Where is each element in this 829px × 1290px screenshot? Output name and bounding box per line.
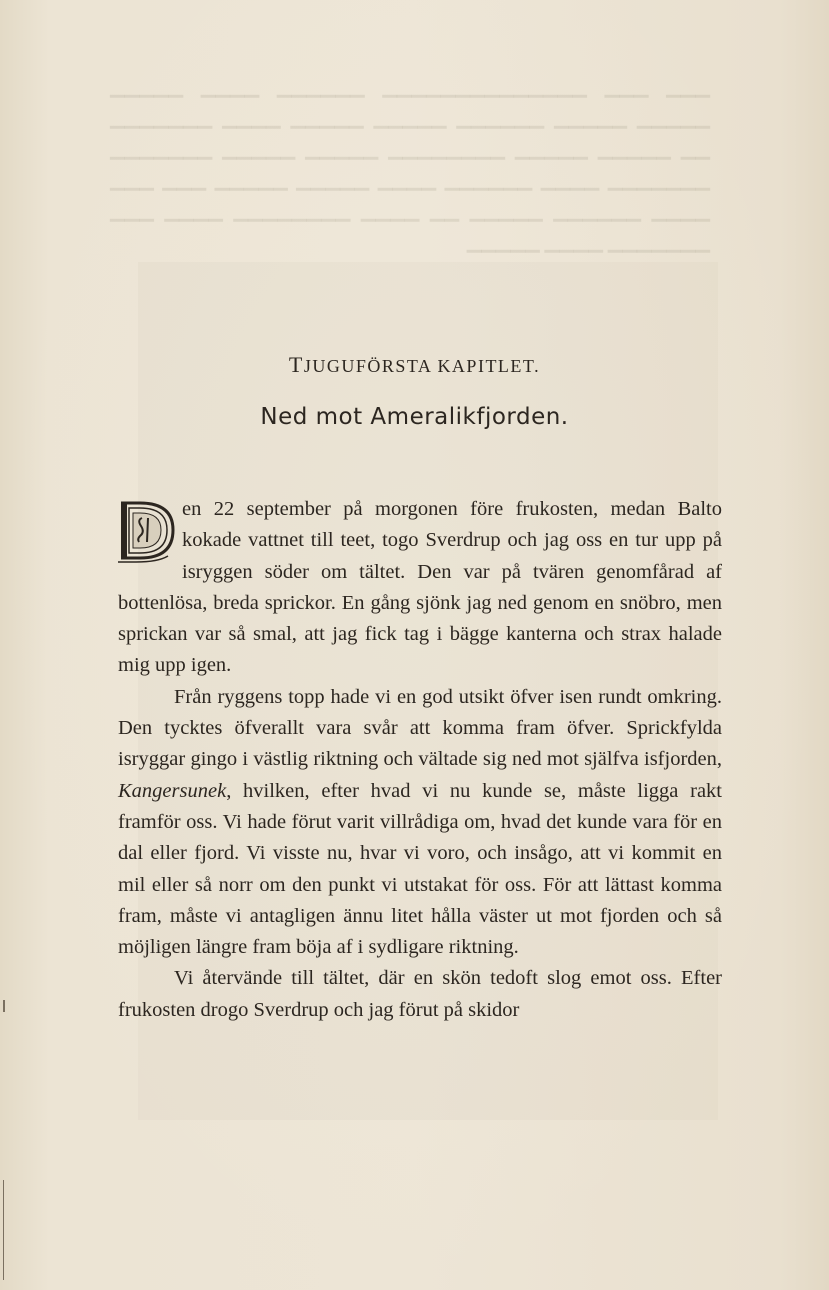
place-name-kangersunek: Kangersunek — [118, 779, 227, 802]
chapter-heading — [0, 352, 829, 378]
ornamental-dropcap — [118, 500, 176, 566]
dropcap-d-icon — [118, 500, 176, 566]
chapter-heading-initial: T — [288, 352, 304, 377]
body-text — [118, 494, 722, 1026]
chapter-title: Ned mot Ameralikfjorden. — [260, 404, 569, 430]
chapter-heading-number: JUGUFÖRSTA — [303, 356, 432, 376]
bleed-through: ▁▁▁ ▁▁▁ ▁▁▁▁▁▁▁▁▁▁▁▁▁▁ ▁▁▁▁▁▁ ▁▁▁▁ ▁▁▁▁▁ ▁▁▁▁▁ ▁▁▁▁▁ ▁▁▁▁▁▁ ▁▁▁▁▁ ▁▁▁▁▁ ▁▁▁▁ ▁▁▁▁▁▁▁ ▁▁ ▁▁▁▁▁ ▁▁▁▁▁ ▁▁▁▁▁▁▁▁ ▁▁▁▁▁ ▁▁▁▁▁ ▁▁▁▁▁▁▁ ▁▁▁▁▁▁▁ ▁▁▁▁ ▁▁▁▁▁▁ ▁▁▁▁ ▁▁▁▁▁ ▁▁▁▁▁ ▁▁▁ ▁▁▁ ▁▁▁▁ ▁▁▁▁▁▁ ▁▁▁▁▁ ▁▁ ▁▁▁▁ ▁▁▁▁▁▁▁▁ ▁▁▁▁ ▁▁▁ ▁▁▁▁▁▁▁ ▁▁▁▁ ▁▁▁▁▁ — [110, 77, 710, 253]
dropcap-letter: D — [132, 546, 133, 547]
paragraph-2-text-a: Från ryggens topp hade vi en god utsikt öfver isen rundt omkring. Den tycktes öfverallt vara svår att komma fram öfver. Sprickfylda isryggar gingo i västlig riktning och vältade sig ned mot själfva isfjorden, — [118, 685, 722, 771]
paragraph-2 — [118, 682, 722, 964]
paragraph-2-text-b: , hvilken, efter hvad vi nu kunde se, måste ligga rakt framför oss. Vi hade förut varit villrådiga om, hvad det kunde vara för en dal eller fjord. Vi visste nu, hvar vi voro, och insågo, att vi kommit en mil eller så norr om den punkt vi utstakat för oss. För att lättast komma fram, måste vi antagligen ännu litet hålla väster ut mot fjorden och så möjligen längre fram böja af i sydligare riktning. — [118, 779, 722, 959]
paragraph-1-text: en 22 september på morgonen före frukosten, medan Balto kokade vattnet till teet, togo Sverdrup och jag oss en tur upp på isryggen söder om tältet. Den var på tvären genomfårad af bottenlösa, breda sprickor. En gång sjönk jag ned genom en snöbro, men sprickan var så smal, att jag fick tag i bägge kanterna och strax halade mig upp igen. — [118, 498, 722, 677]
chapter-heading-word: KAPITLET. — [437, 356, 541, 376]
paragraph-3 — [118, 963, 722, 1026]
margin-mark — [3, 1180, 4, 1280]
paragraph-1 — [118, 494, 722, 682]
paragraph-3-text: Vi återvände till tältet, där en skön tedoft slog emot oss. Efter frukosten drogo Sverdrup och jag förut på skidor — [118, 967, 722, 1021]
margin-mark — [3, 1000, 5, 1012]
